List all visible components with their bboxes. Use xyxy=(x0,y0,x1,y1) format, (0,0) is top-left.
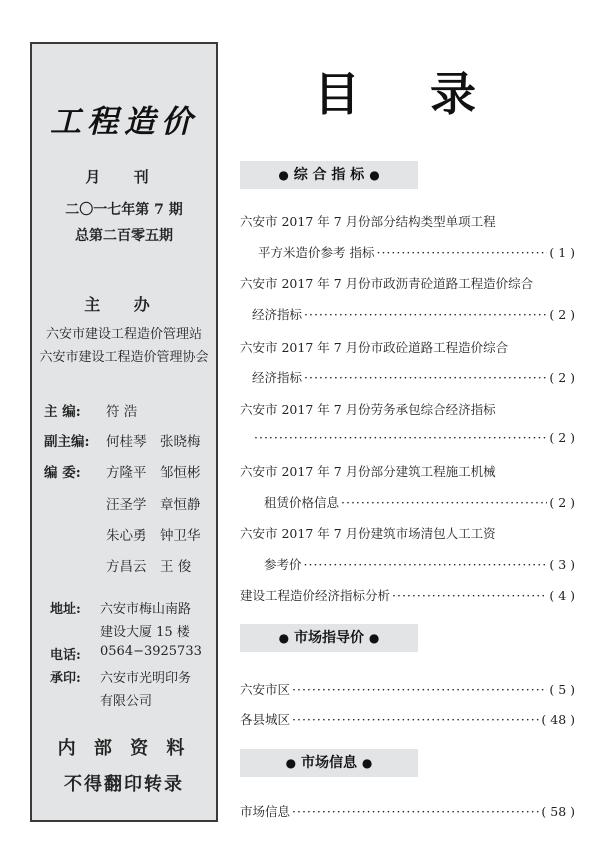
total-issue: 总第二百零五期 xyxy=(75,228,173,244)
committee-names-4: 方昌云 王 俊 xyxy=(106,559,192,575)
phone-number: 0564−3925733 xyxy=(100,644,202,659)
toc-entry-title: 市场信息 xyxy=(240,804,291,819)
toc-entry-title: 租赁价格信息 xyxy=(264,495,340,510)
committee-row xyxy=(44,461,201,481)
section-heading-market-info xyxy=(240,749,418,777)
page-number: ( 1 ) xyxy=(549,245,575,260)
dot-leader xyxy=(341,495,547,510)
host-2: 六安市建设工程造价管理协会 xyxy=(39,350,209,365)
dot-leader xyxy=(292,682,547,697)
toc-entry-title: 平方米造价参考 指标 xyxy=(258,245,375,260)
toc-entry-title: 六安市区 xyxy=(240,682,291,697)
toc-entry-line: 六安市 2017 年 7 月份部分建筑工程施工机械 xyxy=(240,464,496,479)
deputy-label: 副主编: xyxy=(44,434,90,450)
editor-label: 主 编: xyxy=(44,404,81,420)
masthead-panel xyxy=(30,42,218,822)
bullet-icon: ● xyxy=(278,631,290,645)
toc-entry[interactable] xyxy=(240,802,575,820)
toc-entry-title: 经济指标 xyxy=(252,370,303,385)
host-heading: 主 办 xyxy=(84,295,164,314)
phone-label: 电话: xyxy=(50,648,81,663)
address-row xyxy=(50,598,192,617)
dot-leader xyxy=(254,430,547,445)
bullet-icon: ● xyxy=(285,756,297,770)
toc-entry-line: 六安市 2017 年 7 月份劳务承包综合经济指标 xyxy=(240,402,496,417)
toc-entry-line: 六安市 2017 年 7 月份建筑市场清包人工工资 xyxy=(240,526,496,541)
dot-leader xyxy=(292,712,539,727)
page-number: ( 5 ) xyxy=(549,682,575,697)
dot-leader xyxy=(304,307,547,322)
page-number: ( 4 ) xyxy=(549,588,575,603)
toc-title xyxy=(314,58,476,124)
toc-entry[interactable] xyxy=(258,243,575,261)
page-number: ( 2 ) xyxy=(549,307,575,322)
toc-entry-line: 六安市 2017 年 7 月份市政沥青砼道路工程造价综合 xyxy=(240,276,534,291)
toc-entry[interactable] xyxy=(240,680,575,698)
host-1: 六安市建设工程造价管理站 xyxy=(45,327,202,342)
deputy-row xyxy=(44,430,201,450)
address-2: 建设大厦 15 楼 xyxy=(100,625,190,640)
toc-entry[interactable] xyxy=(240,710,575,728)
toc-entry-title: 参考价 xyxy=(264,557,302,572)
page-number: ( 3 ) xyxy=(549,557,575,572)
dot-leader xyxy=(376,245,547,260)
page-number: ( 2 ) xyxy=(549,495,575,510)
page-number: ( 2 ) xyxy=(549,430,575,445)
address-label: 地址: xyxy=(50,602,81,617)
bullet-icon: ● xyxy=(368,631,380,645)
toc-entry-title: 各县城区 xyxy=(240,712,291,727)
toc-entry[interactable] xyxy=(264,493,575,511)
toc-entry-line: 六安市 2017 年 7 月份市政砼道路工程造价综合 xyxy=(240,340,509,355)
section-title: 市场指导价 xyxy=(294,630,364,646)
toc-entry[interactable] xyxy=(240,586,575,604)
dot-leader xyxy=(292,804,539,819)
no-copy-notice: 不得翻印转录 xyxy=(64,774,184,795)
committee-label: 编 委: xyxy=(44,465,81,481)
dot-leader xyxy=(392,588,547,603)
toc-entry-title: 建设工程造价经济指标分析 xyxy=(240,588,391,603)
section-title: 市场信息 xyxy=(301,755,357,771)
printer-label: 承印: xyxy=(50,671,81,686)
page-number: ( 58 ) xyxy=(541,804,575,819)
dot-leader xyxy=(304,557,548,572)
section-title: 综 合 指 标 xyxy=(293,167,365,183)
editor-row xyxy=(44,400,138,420)
frequency: 月 刊 xyxy=(85,168,163,186)
toc-entry[interactable] xyxy=(252,430,575,445)
section-heading-composite xyxy=(240,161,418,189)
toc-entry[interactable] xyxy=(264,555,575,573)
toc-title-char-1: 目 xyxy=(314,67,360,121)
printer-row xyxy=(50,667,192,686)
bullet-icon: ● xyxy=(361,756,373,770)
phone-row xyxy=(50,644,202,663)
address-1: 六安市梅山南路 xyxy=(100,602,192,617)
committee-names-1: 方隆平 邹恒彬 xyxy=(106,465,201,481)
committee-names-3: 朱心勇 钟卫华 xyxy=(106,528,201,544)
printer-1: 六安市光明印务 xyxy=(100,671,192,686)
toc-entry-title: 经济指标 xyxy=(252,307,303,322)
committee-names-2: 汪圣学 章恒静 xyxy=(106,497,201,513)
toc-title-char-2: 录 xyxy=(430,67,476,121)
deputy-names: 何桂琴 张晓梅 xyxy=(106,434,201,450)
printer-2: 有限公司 xyxy=(100,694,153,709)
magazine-title: 工程造价 xyxy=(50,104,198,140)
page-number: ( 2 ) xyxy=(549,370,575,385)
bullet-icon: ● xyxy=(278,168,289,182)
issue-number: 二〇一七年第 7 期 xyxy=(65,202,183,218)
toc-entry[interactable] xyxy=(252,305,575,323)
editor-name: 符 浩 xyxy=(106,404,138,420)
section-heading-market-price xyxy=(240,624,418,652)
page-number: ( 48 ) xyxy=(541,712,575,727)
dot-leader xyxy=(304,370,547,385)
toc-entry-line: 六安市 2017 年 7 月份部分结构类型单项工程 xyxy=(240,214,496,229)
internal-notice: 内 部 资 料 xyxy=(57,738,191,759)
bullet-icon: ● xyxy=(369,168,380,182)
toc-entry[interactable] xyxy=(252,368,575,386)
